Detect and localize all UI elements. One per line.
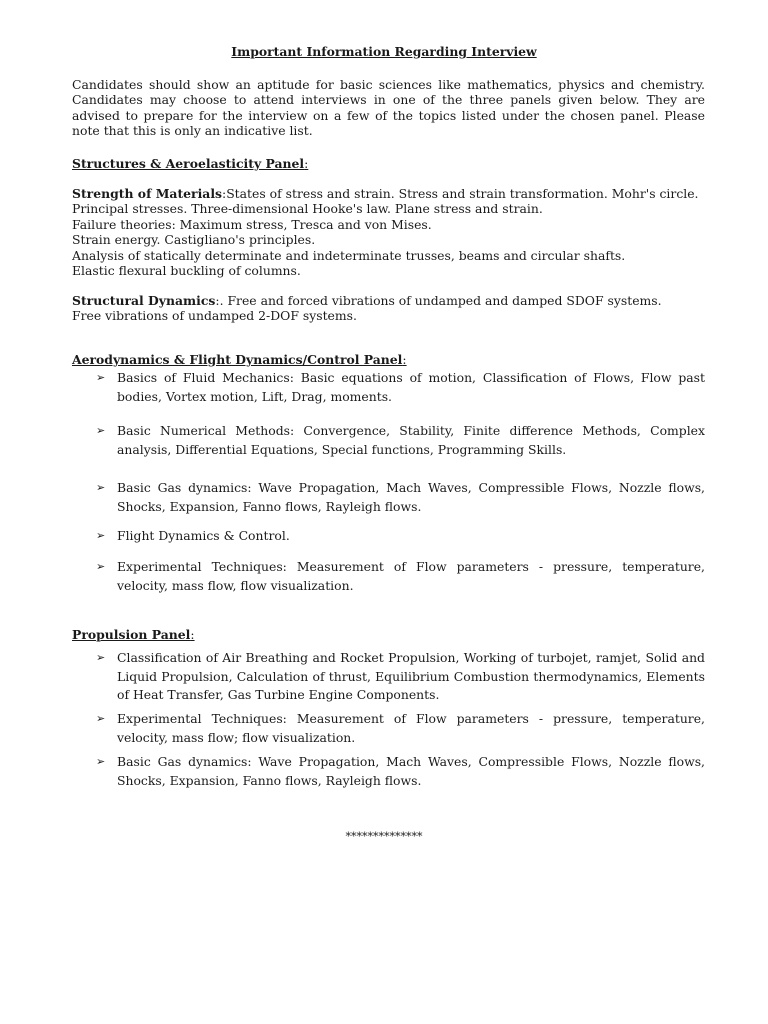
arrow-bullet-icon: ➢: [96, 651, 106, 664]
structures-panel-heading: [72, 156, 308, 171]
propulsion-panel-heading: [72, 627, 195, 642]
strength-line-5: Analysis of statically determinate and indeterminate trusses, beams and circular shafts.: [72, 247, 626, 263]
arrow-bullet-icon: ➢: [96, 560, 106, 573]
dynamics-term: Structural Dynamics: [72, 293, 216, 308]
strength-line-2: Principal stresses. Three-dimensional Hooke's law. Plane stress and strain.: [72, 201, 543, 217]
propulsion-heading-text: Propulsion Panel: [72, 627, 191, 642]
list-item-text: Basic Gas dynamics: Wave Propagation, Mach Waves, Compressible Flows, Nozzle flows, Shocks, Expansion, Fanno flows, Rayleigh flows.: [117, 480, 705, 514]
list-item-text: Experimental Techniques: Measurement of Flow parameters - pressure, temperature, velocity, mass flow; flow visualization.: [117, 711, 705, 745]
aero-heading-text: Aerodynamics & Flight Dynamics/Control Panel: [72, 352, 403, 367]
aero-topic-list-2: [96, 422, 705, 459]
strength-text-1: :States of stress and strain. Stress and strain transformation. Mohr's circle.: [222, 186, 699, 201]
propulsion-topic-list: [96, 649, 705, 705]
propulsion-heading-colon: :: [190, 627, 195, 642]
strength-line-6: Elastic flexural buckling of columns.: [72, 263, 301, 279]
arrow-bullet-icon: ➢: [96, 755, 106, 768]
propulsion-topic-list-2: [96, 710, 705, 747]
aero-topic-list-5: [96, 558, 705, 595]
end-marker: **************: [345, 830, 423, 843]
propulsion-topic-list-3: [96, 753, 705, 790]
aero-topic-list-4: [96, 527, 705, 546]
intro-text: Candidates should show an aptitude for basic sciences like mathematics, physics and chemistry. Candidates may choose to attend interviews in one of the three panels given below. They are advised to prepare for the interview on a few of the topics listed under the chosen panel. Please note that this is only an indicative list.: [72, 77, 705, 139]
list-item: [96, 479, 705, 516]
list-item: [96, 527, 705, 546]
aero-topic-list: [96, 369, 705, 406]
list-item-text: Experimental Techniques: Measurement of Flow parameters - pressure, temperature, velocity, mass flow, flow visualization.: [117, 559, 705, 593]
list-item: [96, 369, 705, 406]
strength-of-materials-block: [72, 186, 712, 278]
list-item: [96, 710, 705, 747]
arrow-bullet-icon: ➢: [96, 371, 106, 384]
arrow-bullet-icon: ➢: [96, 481, 106, 494]
arrow-bullet-icon: ➢: [96, 712, 106, 725]
aero-topic-list-3: [96, 479, 705, 516]
list-item: [96, 649, 705, 705]
list-item: [96, 753, 705, 790]
list-item-text: Classification of Air Breathing and Rocket Propulsion, Working of turbojet, ramjet, Solid and Liquid Propulsion, Calculation of thrust, Equilibrium Combustion thermodynamics, Elements of Heat Transfer, Gas Turbine Engine Components.: [117, 650, 705, 703]
strength-line-3: Failure theories: Maximum stress, Tresca and von Mises.: [72, 216, 432, 232]
list-item: [96, 422, 705, 459]
document-title: Important Information Regarding Interview: [231, 44, 537, 59]
list-item: [96, 558, 705, 595]
arrow-bullet-icon: ➢: [96, 424, 106, 437]
strength-line-4: Strain energy. Castigliano's principles.: [72, 232, 316, 248]
strength-term: Strength of Materials: [72, 186, 223, 201]
list-item-text: Basics of Fluid Mechanics: Basic equations of motion, Classification of Flows, Flow past bodies, Vortex motion, Lift, Drag, moments.: [117, 370, 705, 404]
dynamics-text-1: :. Free and forced vibrations of undamped and damped SDOF systems.: [215, 293, 662, 308]
dynamics-line-1: [72, 293, 712, 308]
strength-line-1: [72, 186, 712, 201]
structures-heading-text: Structures & Aeroelasticity Panel: [72, 156, 305, 171]
aero-panel-heading: [72, 352, 407, 367]
structures-heading-colon: :: [304, 156, 309, 171]
list-item-text: Flight Dynamics & Control.: [117, 528, 290, 543]
structural-dynamics-block: [72, 293, 712, 324]
list-item-text: Basic Gas dynamics: Wave Propagation, Mach Waves, Compressible Flows, Nozzle flows, Shocks, Expansion, Fanno flows, Rayleigh flows.: [117, 754, 705, 788]
dynamics-line-2: Free vibrations of undamped 2-DOF systems.: [72, 308, 357, 324]
aero-heading-colon: :: [402, 352, 407, 367]
intro-paragraph: [72, 77, 705, 139]
arrow-bullet-icon: ➢: [96, 529, 106, 542]
list-item-text: Basic Numerical Methods: Convergence, Stability, Finite difference Methods, Complex analysis, Differential Equations, Special functions, Programming Skills.: [117, 423, 705, 457]
